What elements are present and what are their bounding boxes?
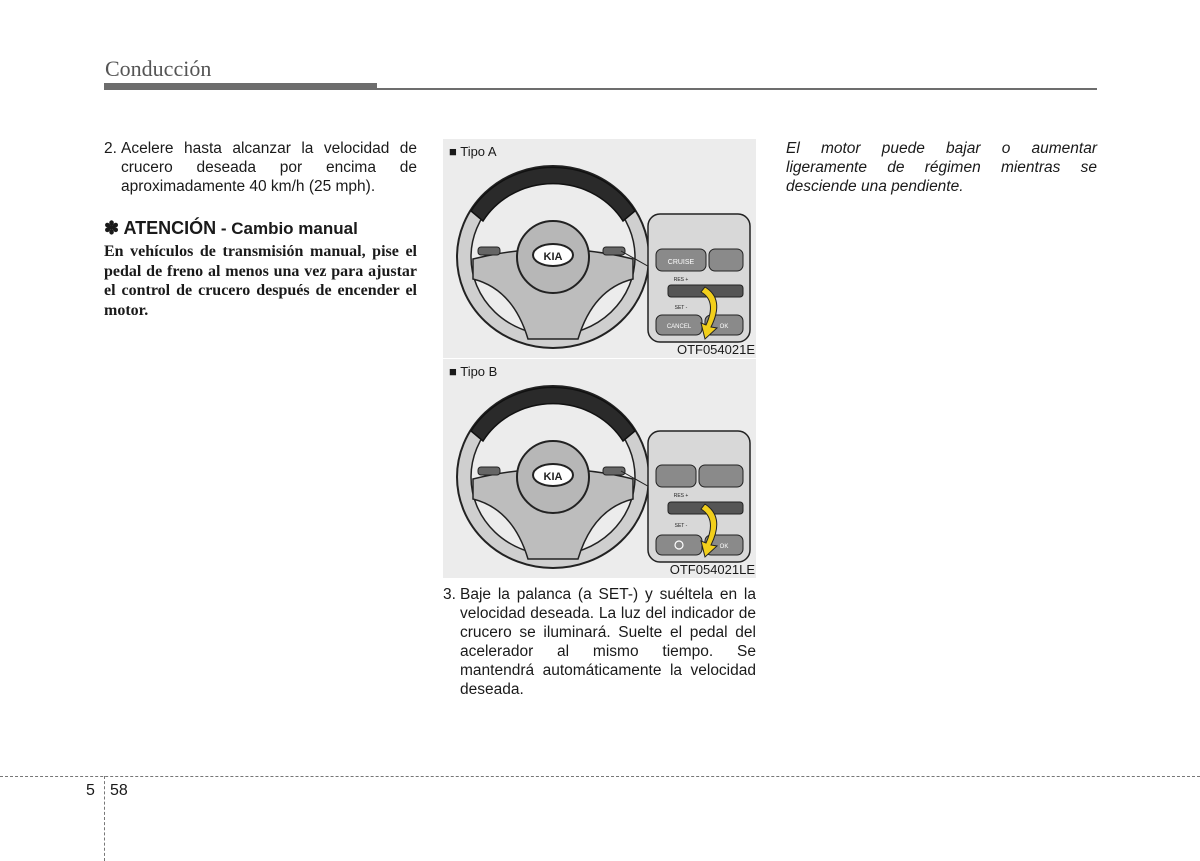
steering-wheel-b-illustration (443, 359, 756, 578)
figure-type-a (443, 139, 756, 358)
lever-set-label-b: SET - (674, 523, 688, 529)
chapter-number: 5 (86, 782, 95, 799)
note-text: El motor puede bajar o aumentar ligeramente de régimen mientras se desciende una pendiente. (786, 140, 1097, 195)
figure-a-code: OTF054021E (676, 342, 755, 357)
warning-subtitle: - Cambio manual (216, 219, 358, 238)
step-2 (104, 139, 417, 196)
ok-button-b: OK (719, 544, 729, 550)
header-rule-thick (104, 83, 377, 90)
warning-heading (104, 218, 358, 239)
lever-res-label-b: RES + (673, 493, 689, 499)
ok-button-a: OK (719, 324, 729, 330)
figure-b-tag: ■ Tipo B (449, 364, 498, 379)
header-title: Conducción (105, 56, 212, 81)
step-3-number: 3. (443, 586, 456, 603)
figure-a-tag: ■ Tipo A (449, 144, 497, 159)
lever-set-label-a: SET - (674, 305, 688, 311)
cruise-button-a: CRUISE (667, 259, 695, 266)
warning-symbol-icon: ✽ (104, 218, 120, 238)
lever-res-label-a: RES + (673, 277, 689, 283)
warning-body: En vehículos de transmisión manual, pise el pedal de freno al menos una vez para ajustar el control de crucero después de encender el motor. (104, 243, 417, 319)
kia-logo-b: KIA (543, 471, 563, 483)
footer-divider (0, 776, 1200, 777)
cancel-button-a: CANCEL (666, 324, 692, 330)
step-3 (443, 585, 756, 699)
warning-title: ATENCIÓN (123, 218, 217, 238)
header-rule-thin (377, 88, 1097, 90)
kia-logo-a: KIA (543, 251, 563, 263)
step-2-number: 2. (104, 140, 117, 157)
step-3-text: Baje la palanca (a SET-) y suéltela en la velocidad deseada. La luz del indicador de crucero se iluminará. Suelte el pedal del acelerador al mismo tiempo. Se mantendrá automáticamente la velocidad deseada. (460, 586, 756, 698)
figure-type-b (443, 359, 756, 578)
footer-vertical-divider (104, 776, 105, 861)
figure-b-code: OTF054021LE (669, 562, 755, 577)
step-2-text: Acelere hasta alcanzar la velocidad de crucero deseada por encima de aproximadamente 40 km/h (25 mph). (121, 140, 417, 195)
page-number: 58 (110, 782, 128, 799)
steering-wheel-a-illustration (443, 139, 756, 358)
